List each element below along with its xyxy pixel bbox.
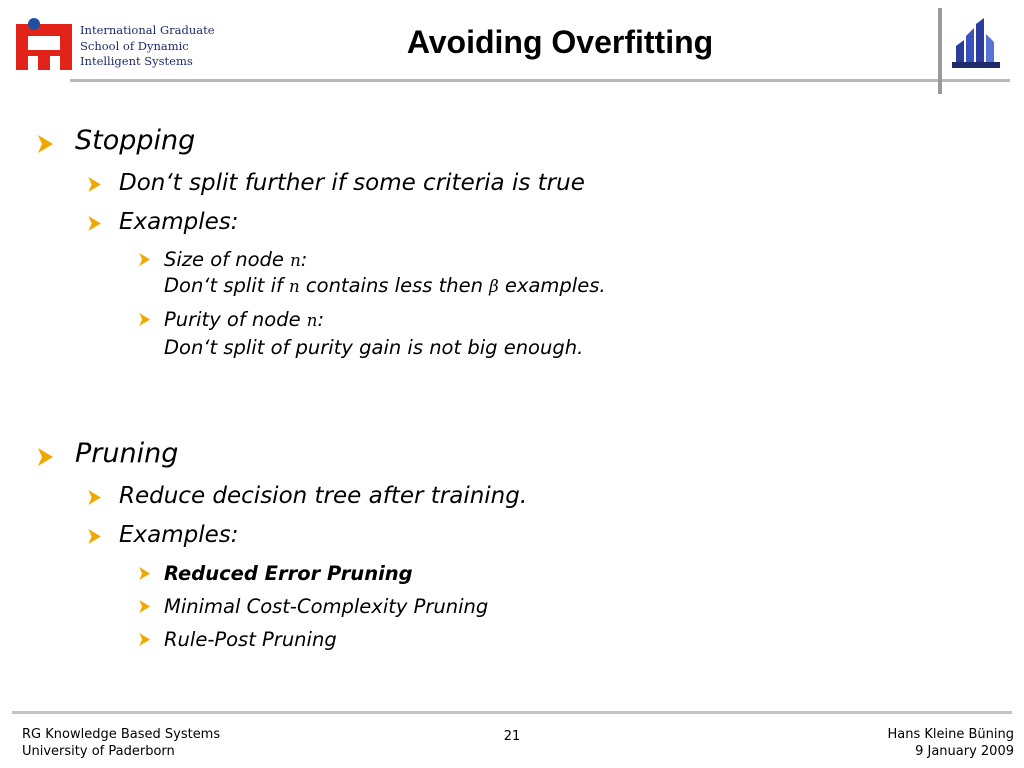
variable-n: n xyxy=(289,277,300,296)
example-text: Purity of node xyxy=(164,308,307,331)
bullet-pruning: Pruning xyxy=(75,438,179,469)
bullet-pruning-examples: Examples: xyxy=(119,522,239,548)
arrow-bullet-icon xyxy=(88,216,102,231)
bullet-stopping: Stopping xyxy=(75,125,196,156)
arrow-bullet-icon xyxy=(88,490,102,505)
example-rule-post-pruning: Rule-Post Pruning xyxy=(164,628,337,651)
logo-line: School of Dynamic xyxy=(80,38,189,53)
footer-left xyxy=(22,726,220,760)
logo-line: Intelligent Systems xyxy=(80,54,193,68)
footer-right xyxy=(887,726,1014,760)
footer-university: University of Paderborn xyxy=(22,744,175,759)
bullet-pruning-reduce: Reduce decision tree after training. xyxy=(119,483,528,509)
arrow-bullet-icon xyxy=(139,313,151,326)
logo-text xyxy=(80,23,215,70)
arrow-bullet-icon xyxy=(38,448,54,466)
slide-title: Avoiding Overfitting xyxy=(406,24,714,60)
arrow-bullet-icon xyxy=(88,177,102,192)
logo-line: International Graduate xyxy=(80,23,215,37)
example-purity-of-node-detail: Don‘t split of purity gain is not big enough. xyxy=(164,336,584,359)
example-text: examples. xyxy=(498,274,606,297)
arrow-bullet-icon xyxy=(139,600,151,613)
page-number: 21 xyxy=(503,729,521,744)
example-reduced-error-pruning: Reduced Error Pruning xyxy=(164,562,413,585)
variable-n: n xyxy=(306,311,318,330)
example-size-of-node-detail xyxy=(164,274,606,297)
arrow-bullet-icon xyxy=(139,567,151,580)
footer-divider xyxy=(12,711,1012,714)
variable-n: n xyxy=(290,251,301,270)
example-text: Size of node xyxy=(164,248,291,271)
example-text: Don‘t split if xyxy=(164,274,290,297)
arrow-bullet-icon xyxy=(88,529,102,544)
example-size-of-node xyxy=(164,248,307,271)
university-logo-icon xyxy=(952,16,1000,68)
example-purity-of-node xyxy=(164,308,324,331)
arrow-bullet-icon xyxy=(38,135,54,153)
bullet-stopping-examples: Examples: xyxy=(119,209,239,235)
example-text: contains less then xyxy=(299,274,490,297)
variable-beta: β xyxy=(489,277,499,296)
example-minimal-cost-complexity: Minimal Cost-Complexity Pruning xyxy=(164,595,489,618)
bullet-stopping-criteria: Don‘t split further if some criteria is true xyxy=(119,170,585,196)
arrow-bullet-icon xyxy=(139,633,151,646)
example-text: : xyxy=(300,248,308,271)
header-vertical-divider xyxy=(938,8,942,94)
footer-author: Hans Kleine Büning xyxy=(887,727,1014,742)
title-divider xyxy=(70,79,1010,82)
arrow-bullet-icon xyxy=(139,253,151,266)
footer-date: 9 January 2009 xyxy=(915,744,1014,759)
example-text: : xyxy=(317,308,325,331)
footer-group: RG Knowledge Based Systems xyxy=(22,727,221,742)
igs-logo-icon xyxy=(16,16,72,70)
